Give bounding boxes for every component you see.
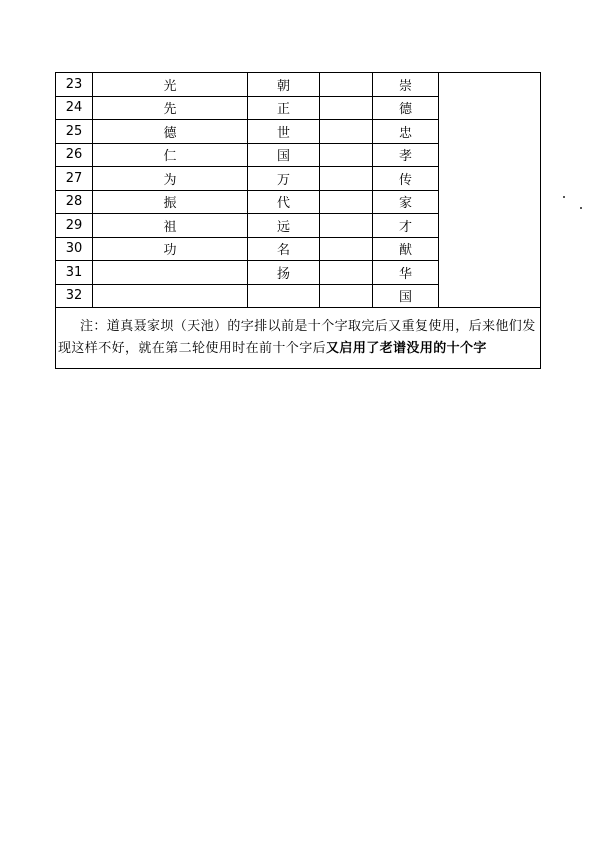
note-cell — [56, 308, 541, 369]
table-body — [56, 73, 541, 369]
name-char-col3 — [320, 261, 373, 285]
name-char-col2: 扬 — [248, 261, 320, 285]
name-char-col1: 仁 — [93, 143, 248, 167]
name-char-col3 — [320, 167, 373, 191]
name-char-col4: 忠 — [373, 120, 439, 144]
name-char-col4: 华 — [373, 261, 439, 285]
row-number: 28 — [56, 190, 93, 214]
name-char-col1: 先 — [93, 96, 248, 120]
name-char-col4: 崇 — [373, 73, 439, 97]
generation-name-table-container — [55, 72, 540, 369]
name-char-col2 — [248, 284, 320, 308]
name-char-col2: 名 — [248, 237, 320, 261]
name-char-col1: 祖 — [93, 214, 248, 238]
row-number: 26 — [56, 143, 93, 167]
name-char-col3 — [320, 96, 373, 120]
row-number: 25 — [56, 120, 93, 144]
name-char-col3 — [320, 143, 373, 167]
row-number: 23 — [56, 73, 93, 97]
note-text-bold: 又启用了老谱没用的十个字 — [326, 341, 487, 356]
name-char-col2: 代 — [248, 190, 320, 214]
table-row — [56, 73, 541, 97]
name-char-col4: 家 — [373, 190, 439, 214]
generation-name-table — [55, 72, 541, 369]
name-char-col1 — [93, 261, 248, 285]
name-char-col2: 国 — [248, 143, 320, 167]
name-char-col2: 正 — [248, 96, 320, 120]
name-char-col3 — [320, 190, 373, 214]
empty-merged-cell — [439, 73, 541, 308]
row-number: 24 — [56, 96, 93, 120]
name-char-col2: 世 — [248, 120, 320, 144]
scan-speck — [580, 207, 582, 209]
name-char-col4: 德 — [373, 96, 439, 120]
name-char-col4: 国 — [373, 284, 439, 308]
scan-speck — [563, 196, 565, 198]
name-char-col1 — [93, 284, 248, 308]
row-number: 32 — [56, 284, 93, 308]
name-char-col1: 功 — [93, 237, 248, 261]
row-number: 27 — [56, 167, 93, 191]
note-row — [56, 308, 541, 369]
note-text: 注：道真聂家坝（天池）的字排以前是十个字取完后又重复使用，后来他们发现这样不好，就在第二轮使用时在前十个字后 — [58, 319, 536, 356]
name-char-col4: 才 — [373, 214, 439, 238]
name-char-col1: 为 — [93, 167, 248, 191]
name-char-col1: 德 — [93, 120, 248, 144]
name-char-col3 — [320, 73, 373, 97]
name-char-col3 — [320, 214, 373, 238]
name-char-col4: 猷 — [373, 237, 439, 261]
name-char-col2: 朝 — [248, 73, 320, 97]
name-char-col1: 振 — [93, 190, 248, 214]
row-number: 31 — [56, 261, 93, 285]
name-char-col3 — [320, 237, 373, 261]
name-char-col4: 孝 — [373, 143, 439, 167]
name-char-col3 — [320, 120, 373, 144]
row-number: 29 — [56, 214, 93, 238]
name-char-col2: 远 — [248, 214, 320, 238]
row-number: 30 — [56, 237, 93, 261]
name-char-col4: 传 — [373, 167, 439, 191]
name-char-col2: 万 — [248, 167, 320, 191]
name-char-col1: 光 — [93, 73, 248, 97]
name-char-col3 — [320, 284, 373, 308]
